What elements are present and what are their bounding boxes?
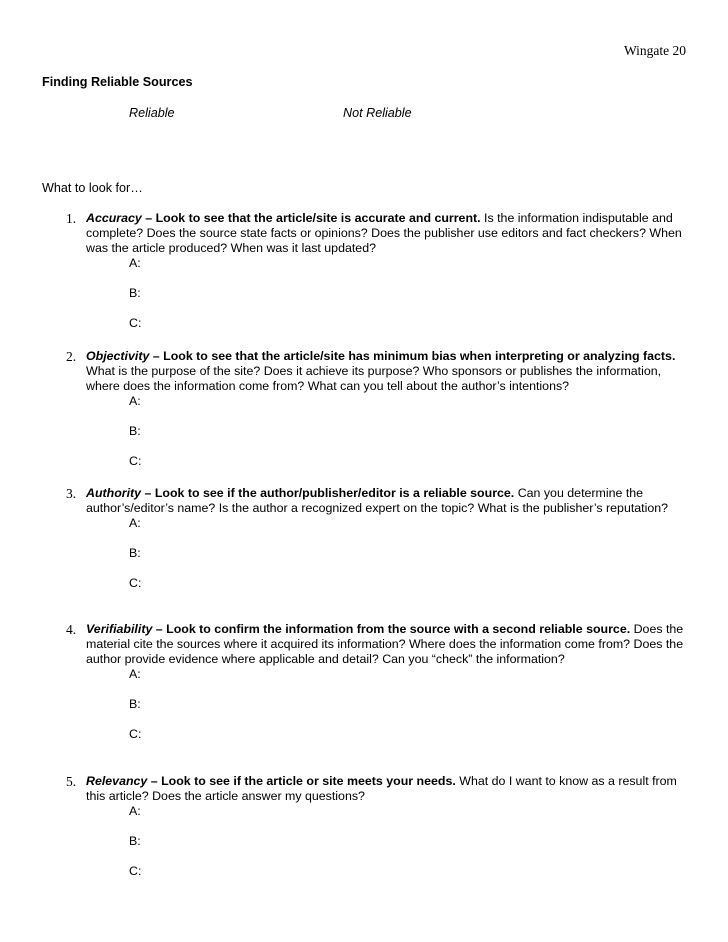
page-number: Wingate 20 [623, 43, 686, 58]
answer-line-c: C: [129, 454, 142, 468]
column-heading-not-reliable: Not Reliable [343, 106, 412, 120]
criterion-name: Objectivity [86, 349, 150, 363]
answer-line-b: B: [129, 424, 141, 438]
criterion-body [86, 486, 692, 606]
answer-line-c: C: [129, 727, 142, 741]
criterion-paragraph [86, 622, 692, 667]
criterion-body [86, 211, 692, 346]
criterion-paragraph [86, 486, 692, 516]
page-title: Finding Reliable Sources [42, 75, 193, 89]
answer-list [129, 516, 692, 606]
list-number: 4. [66, 622, 77, 637]
intro-text: What to look for… [42, 181, 143, 195]
answer-list [129, 667, 692, 757]
answer-line-c: C: [129, 316, 142, 330]
criterion-body [86, 774, 692, 894]
criterion-name: Verifiability [86, 622, 153, 636]
criterion-heading: – Look to see that the article/site is accurate and current. [141, 211, 481, 225]
answer-line-a: A: [129, 804, 141, 818]
list-number: 2. [66, 349, 77, 364]
answer-line-b: B: [129, 697, 141, 711]
criterion-heading: – Look to see if the author/publisher/editor is a reliable source. [141, 486, 515, 500]
criterion-body [86, 622, 692, 757]
answer-line-a: A: [129, 667, 141, 681]
answer-line-a: A: [129, 516, 141, 530]
criterion-heading: – Look to see if the article or site meets your needs. [147, 774, 456, 788]
answer-line-b: B: [129, 546, 141, 560]
criterion-name: Accuracy [86, 211, 142, 225]
criterion-heading: – Look to confirm the information from the source with a second reliable source. [152, 622, 631, 636]
criterion-paragraph [86, 349, 692, 394]
criterion-heading: – Look to see that the article/site has minimum bias when interpreting or analyzing facts. [149, 349, 676, 363]
answer-line-c: C: [129, 576, 142, 590]
list-number: 3. [66, 486, 77, 501]
criterion-name: Authority [86, 486, 142, 500]
answer-line-b: B: [129, 286, 141, 300]
criterion-text: Can you determine the author’s/editor’s name? Is the author a recognized expert on the topic? What is the publisher’s reputation? [86, 486, 669, 515]
criterion-text: Is the information indisputable and complete? Does the source state facts or opinions? Does the publisher use editors and fact checkers? When was the article produced? When was it last updated? [86, 211, 682, 255]
criterion-name: Relevancy [86, 774, 148, 788]
answer-line-c: C: [129, 864, 142, 878]
answer-list [129, 256, 692, 346]
list-number: 5. [66, 774, 77, 789]
criterion-body [86, 349, 692, 484]
answer-list [129, 804, 692, 894]
criterion-text: What do I want to know as a result from this article? Does the article answer my questions? [86, 774, 677, 803]
criterion-text: What is the purpose of the site? Does it achieve its purpose? Who sponsors or publishes the information, where does the information come from? What can you tell about the author’s intentions? [86, 364, 662, 393]
answer-line-a: A: [129, 256, 141, 270]
criterion-text: Does the material cite the sources where it acquired its information? Where does the information come from? Does the author provide evidence where applicable and detail? Can you “check” the information? [86, 622, 684, 666]
list-number: 1. [66, 211, 77, 226]
criterion-paragraph [86, 211, 692, 256]
answer-list [129, 394, 692, 484]
answer-line-a: A: [129, 394, 141, 408]
column-heading-reliable: Reliable [129, 106, 175, 120]
criterion-paragraph [86, 774, 692, 804]
answer-line-b: B: [129, 834, 141, 848]
